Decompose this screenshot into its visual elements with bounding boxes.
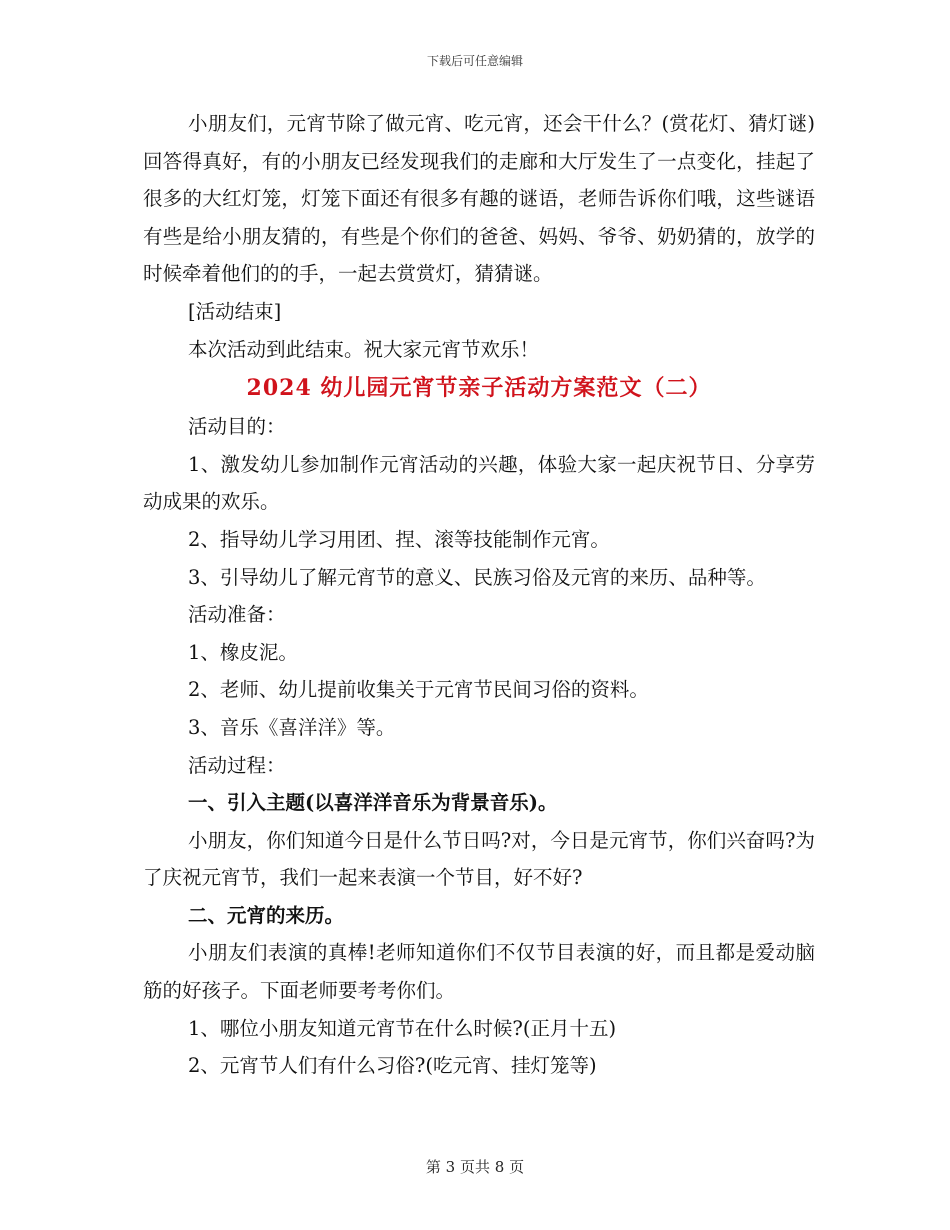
prep-label: 活动准备： xyxy=(188,603,286,627)
step1-heading: 一、引入主题(以喜洋洋音乐为背景音乐)。 xyxy=(188,791,558,815)
goal-item-2: 2、指导幼儿学习用团、捏、滚等技能制作元宵。 xyxy=(188,527,610,551)
process-label: 活动过程： xyxy=(188,753,286,777)
question-2: 2、元宵节人们有什么习俗?(吃元宵、挂灯笼等) xyxy=(188,1054,597,1078)
prep-item-2: 2、老师、幼儿提前收集关于元宵节民间习俗的资料。 xyxy=(188,678,649,702)
paragraph-lantern-riddles: 小朋友们，元宵节除了做元宵、吃元宵，还会干什么？(赏花灯、猜灯谜)回答得真好，有的小朋友已经发现我们的走廊和大厅发生了一点变化，挂起了很多的大红灯笼，灯笼下面还有很多有趣的谜语，老师告诉你们哦，这些谜语有些是给小朋友猜的，有些是个你们的爸爸、妈妈、爷爷、奶奶猜的，放学的时候牵着他们的的手，一起去赏赏灯，猜猜谜。 xyxy=(143,112,815,286)
step2-heading: 二、元宵的来历。 xyxy=(188,903,345,927)
activity-end-label: [活动结束] xyxy=(188,299,282,323)
page-header: 下载后可任意编辑 xyxy=(426,54,523,68)
goal-item-1: 1、激发幼儿参加制作元宵活动的兴趣，体验大家一起庆祝节日、分享劳动成果的欢乐。 xyxy=(143,452,815,514)
step2-text: 小朋友们表演的真棒!老师知道你们不仅节目表演的好，而且都是爱动脑筋的好孩子。下面老师要考考你们。 xyxy=(143,941,815,1003)
goal-label: 活动目的： xyxy=(188,415,286,439)
goal-item-3: 3、引导幼儿了解元宵节的意义、民族习俗及元宵的来历、品种等。 xyxy=(188,565,766,589)
document-body xyxy=(143,105,815,1085)
question-1: 1、哪位小朋友知道元宵节在什么时候?(正月十五) xyxy=(188,1016,617,1040)
activity-end-text: 本次活动到此结束。祝大家元宵节欢乐！ xyxy=(188,337,540,361)
prep-item-3: 3、音乐《喜洋洋》等。 xyxy=(188,715,396,739)
page-footer: 第 3 页共 8 页 xyxy=(425,1158,525,1176)
section-title: 2024 幼儿园元宵节亲子活动方案范文（二） xyxy=(246,375,712,402)
step1-text: 小朋友，你们知道今日是什么节日吗?对，今日是元宵节，你们兴奋吗?为了庆祝元宵节，我们一起来表演一个节目，好不好? xyxy=(143,828,815,890)
prep-item-1: 1、橡皮泥。 xyxy=(188,640,298,664)
